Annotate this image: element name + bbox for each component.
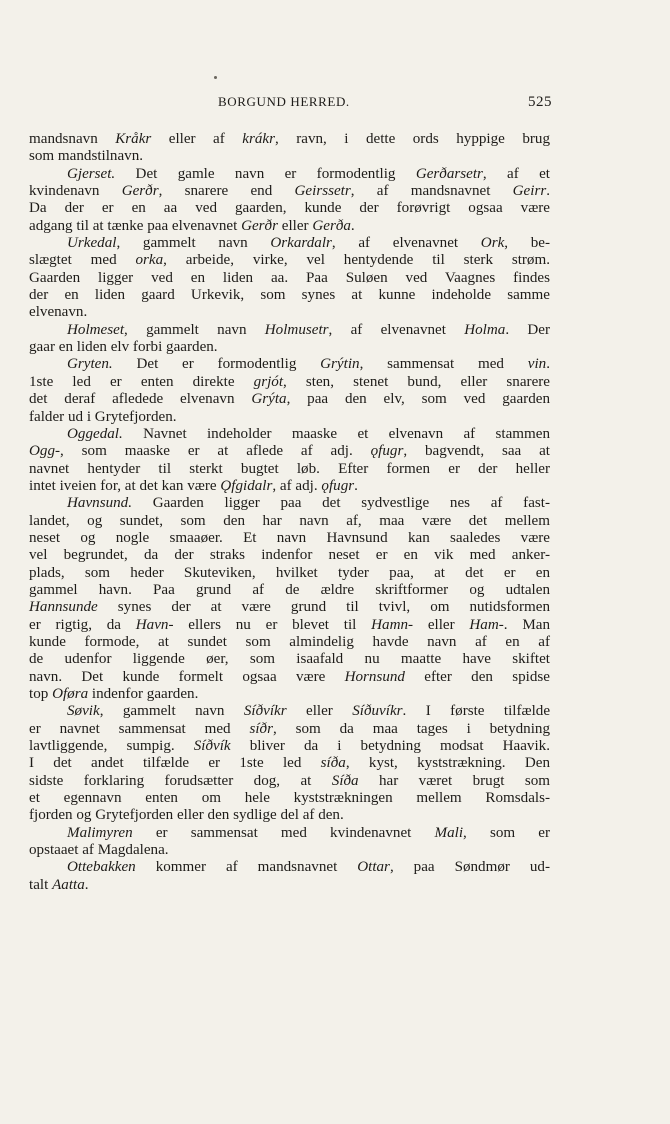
text-run: , af mandsnavnet (350, 183, 513, 200)
italic-term: Geirr (512, 183, 547, 200)
text-run: sidste forklaring forudsætter dog, at (29, 772, 332, 789)
text-run: har været brugt som (358, 772, 551, 789)
italic-term: Orkardalr (270, 235, 332, 252)
text-line (29, 426, 550, 443)
text-line (29, 478, 550, 495)
text-run: , gammelt navn (124, 321, 265, 338)
text-line (29, 148, 550, 165)
italic-term: orka (135, 252, 164, 269)
text-run: fjorden og Grytefjorden eller den sydlige del af den. (29, 807, 344, 824)
text-line (29, 391, 550, 408)
text-line (29, 322, 550, 339)
text-line (29, 218, 550, 235)
italic-term: Geirssetr (294, 183, 351, 200)
text-run: eller (413, 616, 470, 633)
text-run: elvenavn. (29, 304, 88, 321)
text-run: , gammelt navn (116, 235, 271, 252)
text-run: lavtliggende, sumpig. (29, 738, 194, 755)
text-run: plads, som heder Skuteviken, hvilket tyder paa, at det er en (29, 564, 550, 581)
italic-term: Síðvík (193, 738, 231, 755)
text-run: . Man (503, 616, 550, 633)
italic-term: grjót (253, 373, 284, 390)
text-line (29, 703, 550, 720)
italic-term: Hornsund (344, 668, 405, 685)
text-run: der en liden gaard Urkevik, som synes at kunne indeholde samme (29, 287, 550, 304)
text-line (29, 790, 550, 807)
text-line (29, 842, 550, 859)
text-run: , af elvenavnet (331, 235, 481, 252)
italic-term: ǫfugr (321, 477, 355, 494)
italic-term: Havn- (135, 616, 174, 633)
italic-term: Oggedal. (67, 425, 123, 442)
text-line (29, 252, 550, 269)
text-run: , ravn, i dette ords hyppige brug (274, 131, 550, 147)
text-run: , som er (463, 824, 550, 841)
text-run: . Der (505, 321, 550, 338)
text-run: slægtet med (29, 252, 136, 269)
text-run: , af elvenavnet (328, 321, 465, 338)
text-run: , af adj. (272, 477, 322, 494)
italic-term: Ork (480, 235, 505, 252)
text-line (29, 443, 550, 460)
italic-term: Mali (434, 824, 464, 841)
italic-term: Aatta (52, 876, 85, 893)
text-run: vel begrundet, da der straks indenfor neset er en vik med anker- (29, 547, 550, 564)
italic-term: Søvik (67, 703, 100, 720)
text-line (29, 738, 550, 755)
text-run: neset og nogle smaaøer. Et navn Havnsund kan saaledes være (29, 529, 550, 546)
text-run: de udenfor liggende øer, som isaafald nu maatte have skiftet (29, 651, 550, 668)
text-run: . (354, 477, 358, 494)
text-run: Gaarden ligger ved en liden aa. Paa Suløen ved Vaagnes findes (29, 269, 550, 286)
text-line (29, 461, 550, 478)
italic-term: Síðuvíkr (352, 703, 403, 720)
text-run: . (546, 183, 550, 200)
text-run: . (546, 356, 550, 373)
text-line (29, 877, 550, 894)
text-run: , gammelt navn (99, 703, 244, 720)
italic-term: Síða (331, 772, 359, 789)
text-run: bliver da i betydning modsat Haavik. (230, 738, 550, 755)
text-run: , som maaske er at aflede af adj. (60, 443, 371, 460)
text-run: kvindenavn (29, 183, 122, 200)
italic-term: Gjerset. (67, 165, 116, 182)
text-run: gaar en liden elv forbi gaarden. (29, 339, 218, 356)
italic-term: Ottebakken (67, 859, 136, 876)
italic-term: Síðvíkr (243, 703, 287, 720)
text-line (29, 634, 550, 651)
text-run: eller (286, 703, 353, 720)
text-run: . (350, 217, 355, 234)
text-run: eller (277, 217, 313, 234)
text-line (29, 807, 550, 824)
text-run: 1ste led er enten direkte (29, 373, 254, 390)
text-run: , snarere end (158, 183, 295, 200)
text-line (29, 270, 550, 287)
text-run: . (84, 876, 89, 893)
text-run: I det andet tilfælde er 1ste led (29, 755, 321, 772)
italic-term: Gryten. (67, 356, 113, 373)
text-run: et egennavn enten om hele kyststrækningen mellem Romsdals- (29, 790, 550, 807)
text-line (29, 599, 550, 616)
italic-term: Ham- (469, 616, 504, 633)
text-line (29, 530, 550, 547)
text-run: gammel havn. Paa grund af de ældre skriftformer og udtalen (29, 581, 550, 598)
italic-term: krákr (242, 131, 275, 147)
text-line (29, 669, 550, 686)
text-line (29, 773, 550, 790)
italic-term: Hannsunde (29, 599, 98, 616)
text-run: , kyst, kyststrækning. Den (345, 755, 550, 772)
text-line (29, 166, 550, 183)
text-run: , arbeide, virke, vel hentydende til sterk strøm. (163, 252, 550, 269)
text-run: , paa den elv, som ved gaarden (286, 391, 550, 408)
page-number: 525 (528, 94, 552, 110)
text-line (29, 825, 550, 842)
text-run: som mandstilnavn. (29, 148, 144, 165)
text-run: falder ud i Grytefjorden. (29, 408, 177, 425)
body-text (29, 131, 550, 894)
text-run: opstaaet af Magdalena. (29, 842, 169, 859)
italic-term: Ottar (357, 859, 390, 876)
italic-term: Grýtin (320, 356, 360, 373)
text-run: talt (29, 876, 53, 893)
italic-term: Ǫfgidalr (220, 477, 273, 494)
italic-term: Urkedal (67, 235, 117, 252)
italic-term: Gerðarsetr (415, 165, 483, 182)
italic-term: Kråkr (115, 131, 152, 147)
text-run: landet, og sundet, som den har navn af, maa være det mellem (29, 512, 550, 529)
italic-term: Holmeset (67, 321, 125, 338)
text-run: , sten, stenet bund, eller snarere (283, 373, 550, 390)
text-run: adgang til at tænke paa elvenavnet (29, 217, 242, 234)
text-run: er navnet sammensat med (29, 720, 250, 737)
text-run: indenfor gaarden. (88, 686, 199, 702)
text-line (29, 565, 550, 582)
text-line (29, 409, 550, 426)
text-run: , af et (482, 165, 550, 182)
text-run: er rigtig, da (29, 616, 136, 633)
text-line (29, 513, 550, 530)
text-line (29, 235, 550, 252)
italic-term: Holma (464, 321, 506, 338)
print-speck (214, 76, 217, 79)
italic-term: Holmusetr (264, 321, 329, 338)
italic-term: Gerðr (241, 217, 278, 234)
text-run: Navnet indeholder maaske et elvenavn af stammen (122, 425, 550, 442)
italic-term: Gerðr (121, 183, 159, 200)
text-run: synes der at være grund til tvivl, om nutidsformen (97, 599, 550, 616)
text-run: ellers nu er blevet til (173, 616, 372, 633)
italic-term: síðr (249, 720, 273, 737)
text-run: intet iveien for, at det kan være (29, 477, 221, 494)
text-line (29, 495, 550, 512)
text-line (29, 374, 550, 391)
text-run: , be- (504, 235, 550, 252)
text-line (29, 200, 550, 217)
italic-term: síða (320, 755, 346, 772)
text-run: efter den spidse (404, 668, 550, 685)
text-line (29, 686, 550, 703)
text-run: kommer af mandsnavnet (135, 859, 358, 876)
text-line (29, 582, 550, 599)
italic-term: Oføra (52, 686, 89, 702)
text-run: navnet hentyder til sterkt bugtet løb. Efter formen er der heller (29, 460, 550, 477)
text-line (29, 183, 550, 200)
italic-term: Ogg- (29, 443, 61, 460)
text-line (29, 356, 550, 373)
running-header (218, 94, 552, 111)
text-line (29, 287, 550, 304)
italic-term: Malimyren (67, 824, 133, 841)
text-run: kunde formode, at sundet som almindelig havde navn af en af (29, 633, 550, 650)
italic-term: Gerða (312, 217, 351, 234)
text-line (29, 755, 550, 772)
text-run: , som da maa tages i betydning (272, 720, 550, 737)
text-run: , sammensat med (359, 356, 528, 373)
italic-term: Grýta (251, 391, 287, 408)
text-run: , bagvendt, saa at (403, 443, 550, 460)
text-run: navn. Det kunde formelt ogsaa være (29, 668, 345, 685)
text-run: Da der er en aa ved gaarden, kunde der forøvrigt ogsaa være (29, 200, 550, 217)
text-line (29, 721, 550, 738)
text-run: Det er formodentlig (112, 356, 321, 373)
text-run: Gaarden ligger paa det sydvestlige nes af fast- (131, 495, 550, 512)
text-line (29, 617, 550, 634)
running-title: BORGUND HERRED. (218, 94, 350, 109)
text-run: eller af (151, 131, 243, 147)
italic-term: Havnsund. (67, 495, 132, 512)
text-run: , paa Søndmør ud- (389, 859, 550, 876)
italic-term: Hamn- (371, 616, 414, 633)
italic-term: ǫfugr (370, 443, 404, 460)
text-run: mandsnavn (29, 131, 116, 147)
text-run: er sammensat med kvindenavnet (132, 824, 435, 841)
text-run: det deraf afledede elvenavn (29, 391, 252, 408)
text-run: top (29, 686, 53, 702)
text-line (29, 304, 550, 321)
text-line (29, 131, 550, 148)
text-line (29, 651, 550, 668)
text-run: . I første tilfælde (402, 703, 551, 720)
text-line (29, 339, 550, 356)
italic-term: vin (527, 356, 547, 373)
text-run: Det gamle navn er formodentlig (115, 165, 416, 182)
text-line (29, 859, 550, 876)
text-line (29, 547, 550, 564)
